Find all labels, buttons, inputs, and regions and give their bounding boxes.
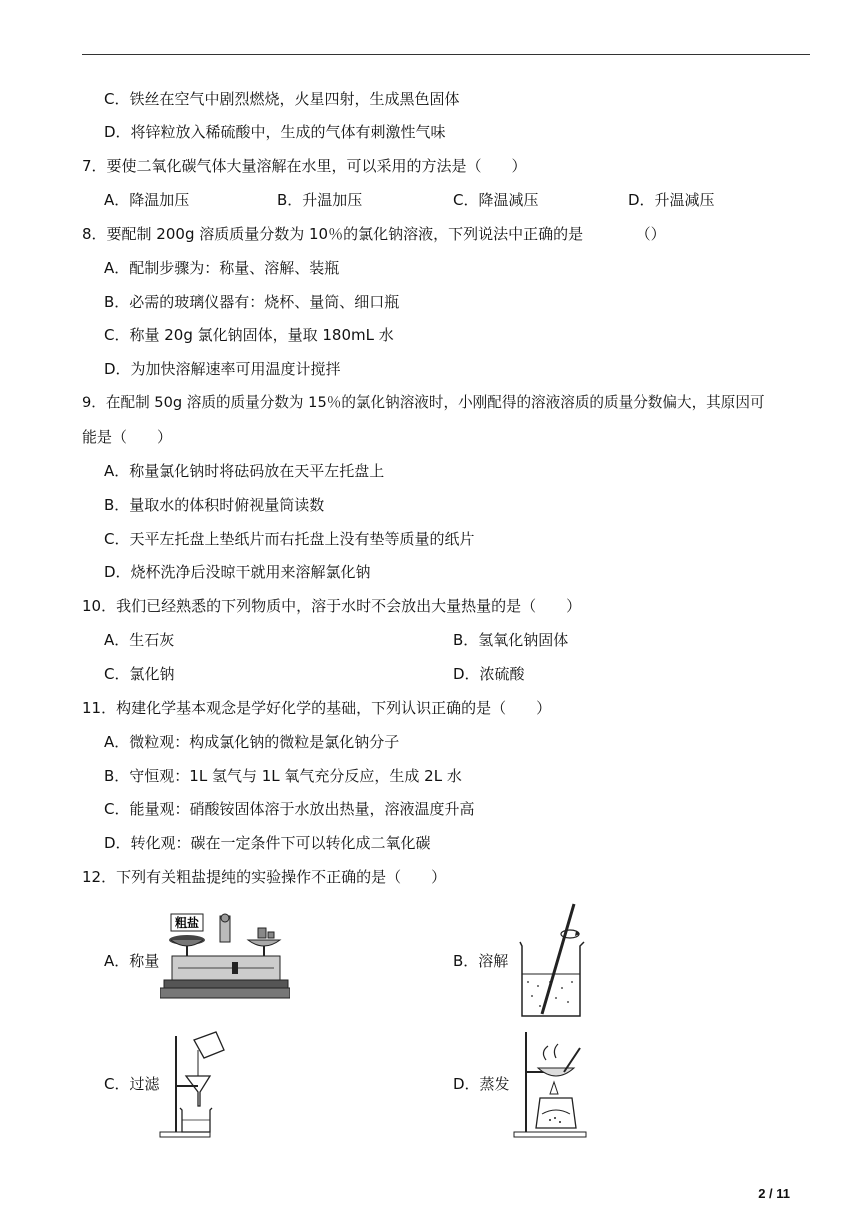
q10-option-a: A．生石灰	[104, 631, 175, 649]
q7-stem: 7．要使二氧化碳气体大量溶解在水里，可以采用的方法是（ ）	[82, 157, 527, 175]
q8-option-a: A．配制步骤为：称量、溶解、装瓶	[104, 259, 340, 277]
q11-option-b: B．守恒观：1L 氢气与 1L 氧气充分反应，生成 2L 水	[104, 767, 462, 785]
q12-option-b: B．溶解	[453, 952, 509, 970]
q11-option-d: D．转化观：碳在一定条件下可以转化成二氧化碳	[104, 834, 431, 852]
q7-option-b: B．升温加压	[277, 191, 363, 209]
q9-option-c: C．天平左托盘上垫纸片而右托盘上没有垫等质量的纸片	[104, 530, 475, 548]
q10-stem: 10．我们已经熟悉的下列物质中，溶于水时不会放出大量热量的是（ ）	[82, 597, 582, 615]
q8-option-d: D．为加快溶解速率可用温度计搅拌	[104, 360, 341, 378]
beaker-stir-figure	[516, 902, 590, 1020]
q10-option-d: D．浓硫酸	[453, 665, 525, 683]
q11-stem: 11．构建化学基本观念是学好化学的基础，下列认识正确的是（ ）	[82, 699, 552, 717]
q7-option-c: C．降温减压	[453, 191, 539, 209]
q9-option-d: D．烧杯洗净后没晾干就用来溶解氯化钠	[104, 563, 371, 581]
q8-option-c: C．称量 20g 氯化钠固体，量取 180mL 水	[104, 326, 394, 344]
q10-option-b: B．氢氧化钠固体	[453, 631, 569, 649]
q7-option-a: A．降温加压	[104, 191, 190, 209]
q12-option-a: A．称量	[104, 952, 160, 970]
q11-option-c: C．能量观：硝酸铵固体溶于水放出热量，溶液温度升高	[104, 800, 475, 818]
q7-option-d: D．升温减压	[628, 191, 715, 209]
q6-option-c: C．铁丝在空气中剧烈燃烧，火星四射，生成黑色固体	[104, 90, 460, 108]
balance-figure	[160, 912, 290, 1004]
q12-stem: 12．下列有关粗盐提纯的实验操作不正确的是（ ）	[82, 868, 447, 886]
crude-salt-label: 粗盐	[174, 916, 200, 930]
q9-option-a: A．称量氯化钠时将砝码放在天平左托盘上	[104, 462, 385, 480]
q12-option-c: C．过滤	[104, 1075, 160, 1093]
q8-option-b: B．必需的玻璃仪器有：烧杯、量筒、细口瓶	[104, 293, 400, 311]
evaporation-figure	[510, 1028, 590, 1140]
q8-stem: 8．要配制 200g 溶质质量分数为 10％的氯化钠溶液，下列说法中正确的是 （）	[82, 225, 666, 243]
q9-stem-line2: 能是（ ）	[82, 428, 173, 446]
q12-option-d: D．蒸发	[453, 1075, 510, 1093]
q9-stem-line1: 9．在配制 50g 溶质的质量分数为 15％的氯化钠溶液时，小刚配得的溶液溶质的质量分数偏大，其原因可	[82, 394, 765, 411]
header-rule	[82, 54, 810, 55]
q9-option-b: B．量取水的体积时俯视量筒读数	[104, 496, 325, 514]
q10-option-c: C．氯化钠	[104, 665, 175, 683]
q6-option-d: D．将锌粒放入稀硫酸中，生成的气体有刺激性气味	[104, 123, 446, 141]
filtration-figure	[158, 1030, 228, 1140]
q11-option-a: A．微粒观：构成氯化钠的微粒是氯化钠分子	[104, 733, 400, 751]
page-number: 2 / 11	[758, 1186, 790, 1201]
